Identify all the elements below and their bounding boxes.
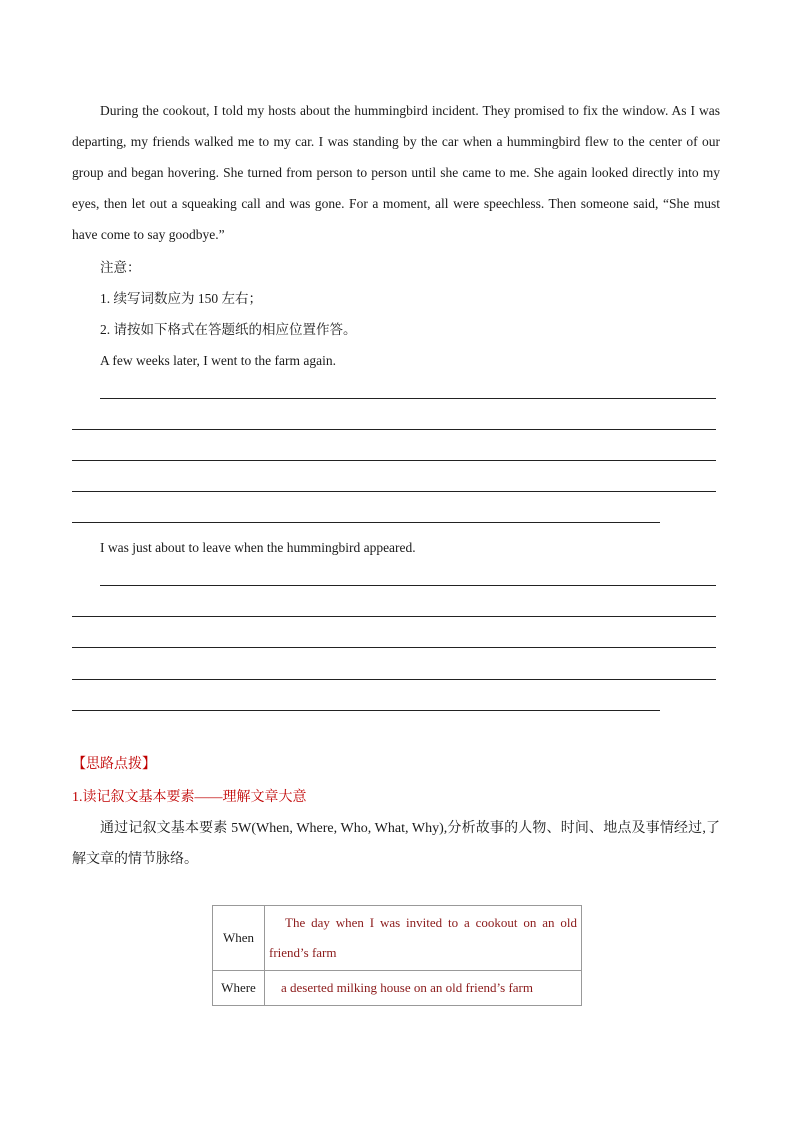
tips-body: 通过记叙文基本要素 5W(When, Where, Who, What, Why),分析故事的人物、时间、地点及事情经过,了解文章的情节脉络。 <box>72 821 720 867</box>
answer-line[interactable] <box>72 429 716 430</box>
table-key-when: When <box>213 906 265 971</box>
table-row <box>213 971 582 1006</box>
answer-line[interactable] <box>72 679 716 680</box>
answer-line[interactable] <box>72 491 716 492</box>
continuation-prompt-1: A few weeks later, I went to the farm again. <box>100 353 336 368</box>
table-value-where: a deserted milking house on an old friend’s farm <box>265 971 582 1006</box>
answer-line[interactable] <box>72 616 716 617</box>
tips-subheader: 1.读记叙文基本要素——理解文章大意 <box>72 790 307 805</box>
answer-line[interactable] <box>100 398 716 399</box>
answer-line[interactable] <box>100 585 716 586</box>
notice-item-1: 1. 续写词数应为 150 左右； <box>100 291 262 306</box>
answer-line[interactable] <box>72 647 716 648</box>
tips-header: 【思路点拨】 <box>72 757 156 772</box>
table-value-when: The day when I was invited to a cookout on an old friend’s farm <box>265 906 582 971</box>
notice-item-2: 2. 请按如下格式在答题纸的相应位置作答。 <box>100 322 357 337</box>
five-w-table <box>212 905 582 1006</box>
answer-line[interactable] <box>72 522 660 523</box>
story-paragraph: During the cookout, I told my hosts about the hummingbird incident. They promised to fix the window. As I was departing, my friends walked me to my car. I was standing by the car when a hummingbird flew to the center of our group and began hovering. She turned from person to person until she came to me. She again looked directly into my eyes, then let out a squeaking call and was gone. For a moment, all were speechless. Then someone said, “She must have come to say goodbye.” <box>72 103 720 242</box>
table-key-where: Where <box>213 971 265 1006</box>
answer-line[interactable] <box>72 460 716 461</box>
table-row <box>213 906 582 971</box>
notice-title: 注意： <box>100 260 141 275</box>
continuation-prompt-2: I was just about to leave when the hummingbird appeared. <box>100 540 416 555</box>
answer-line[interactable] <box>72 710 660 711</box>
